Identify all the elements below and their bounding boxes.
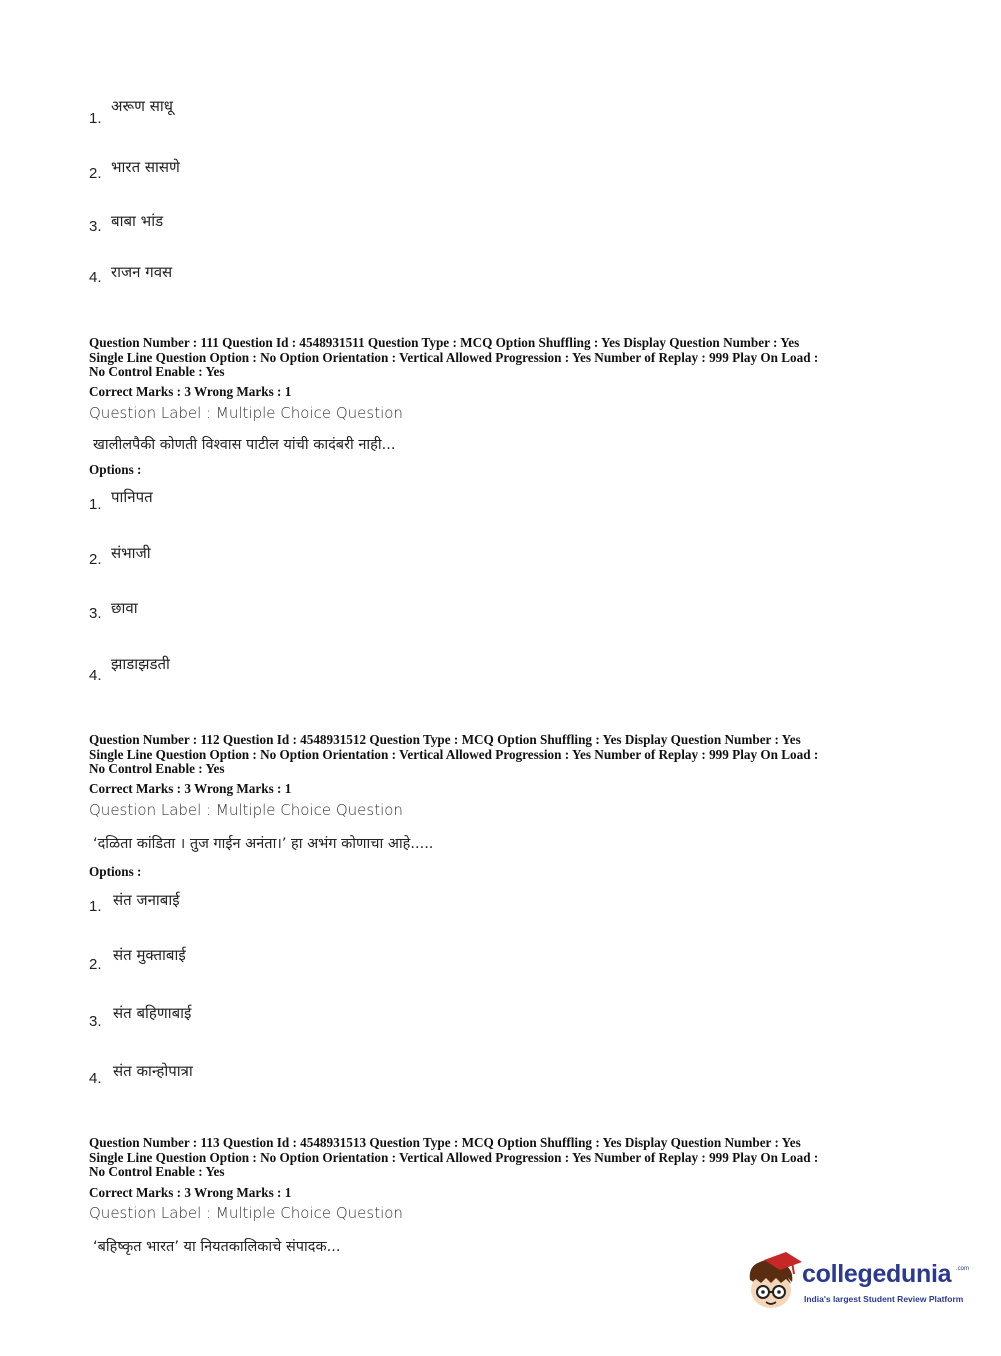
- question-marks: Correct Marks : 3 Wrong Marks : 1: [89, 384, 292, 399]
- brand-suffix: .com: [956, 1266, 970, 1272]
- collegedunia-logo: [742, 1252, 972, 1314]
- option-text: बाबा भांड: [111, 212, 164, 230]
- question-text: ‘बहिष्कृत भारत’ या नियतकालिकाचे संपादक...: [93, 1239, 341, 1255]
- question-meta: [89, 733, 919, 777]
- meta-line: Single Line Question Option : No Option Orientation : Vertical Allowed Progression : Yes Number of Replay : 999 Play On Load :: [89, 349, 819, 365]
- meta-line: Question Number : 111 Question Id : 4548931511 Question Type : MCQ Option Shuffling : Yes Display Question Number : Yes: [89, 335, 800, 350]
- meta-line: No Control Enable : Yes: [89, 761, 225, 777]
- question-label: Question Label : Multiple Choice Question: [89, 404, 403, 422]
- option-text: संत बहिणाबाई: [113, 1004, 192, 1022]
- option-number: 2.: [89, 956, 102, 973]
- brand-name: collegedunia: [802, 1260, 952, 1288]
- option-number: 3.: [89, 605, 102, 622]
- option-number: 1.: [89, 496, 102, 513]
- mascot-icon: [742, 1252, 802, 1314]
- question-text: ‘दळिता कांडिता । तुज गाईन अनंता।’ हा अभंग कोणाचा आहे.....: [93, 836, 434, 852]
- option-text: भारत सासणे: [111, 158, 180, 176]
- options-heading: Options :: [89, 864, 142, 879]
- option-text: संत मुक्ताबाई: [113, 946, 186, 964]
- option-text: संत कान्होपात्रा: [113, 1062, 193, 1080]
- question-marks: Correct Marks : 3 Wrong Marks : 1: [89, 781, 292, 796]
- meta-line: Question Number : 112 Question Id : 4548931512 Question Type : MCQ Option Shuffling : Yes Display Question Number : Yes: [89, 732, 801, 747]
- option-number: 2.: [89, 551, 102, 568]
- meta-line: No Control Enable : Yes: [89, 364, 225, 380]
- meta-line: Single Line Question Option : No Option Orientation : Vertical Allowed Progression : Yes Number of Replay : 999 Play On Load :: [89, 746, 819, 762]
- options-heading: Options :: [89, 462, 142, 477]
- option-number: 4.: [89, 667, 102, 684]
- option-number: 4.: [89, 269, 102, 286]
- option-text: पानिपत: [111, 488, 153, 506]
- question-text: खालीलपैकी कोणती विश्वास पाटील यांची कादंबरी नाही...: [93, 437, 396, 453]
- option-number: 4.: [89, 1070, 102, 1087]
- option-text: संत जनाबाई: [113, 891, 180, 909]
- option-number: 1.: [89, 110, 102, 127]
- option-text: राजन गवस: [111, 263, 173, 281]
- option-number: 2.: [89, 165, 102, 182]
- brand-tagline: India's largest Student Review Platform: [804, 1294, 964, 1304]
- meta-line: No Control Enable : Yes: [89, 1164, 225, 1180]
- question-label: Question Label : Multiple Choice Question: [89, 801, 403, 819]
- option-number: 3.: [89, 1013, 102, 1030]
- option-text: झाडाझडती: [111, 655, 170, 673]
- question-meta: [89, 1136, 919, 1180]
- option-text: अरूण साधू: [111, 97, 173, 115]
- question-label: Question Label : Multiple Choice Question: [89, 1204, 403, 1222]
- option-number: 3.: [89, 218, 102, 235]
- question-marks: Correct Marks : 3 Wrong Marks : 1: [89, 1185, 292, 1200]
- option-number: 1.: [89, 898, 102, 915]
- meta-line: Question Number : 113 Question Id : 4548931513 Question Type : MCQ Option Shuffling : Yes Display Question Number : Yes: [89, 1135, 801, 1150]
- option-text: छावा: [111, 599, 138, 617]
- question-meta: [89, 336, 919, 380]
- option-text: संभाजी: [111, 544, 151, 562]
- meta-line: Single Line Question Option : No Option Orientation : Vertical Allowed Progression : Yes Number of Replay : 999 Play On Load :: [89, 1149, 819, 1165]
